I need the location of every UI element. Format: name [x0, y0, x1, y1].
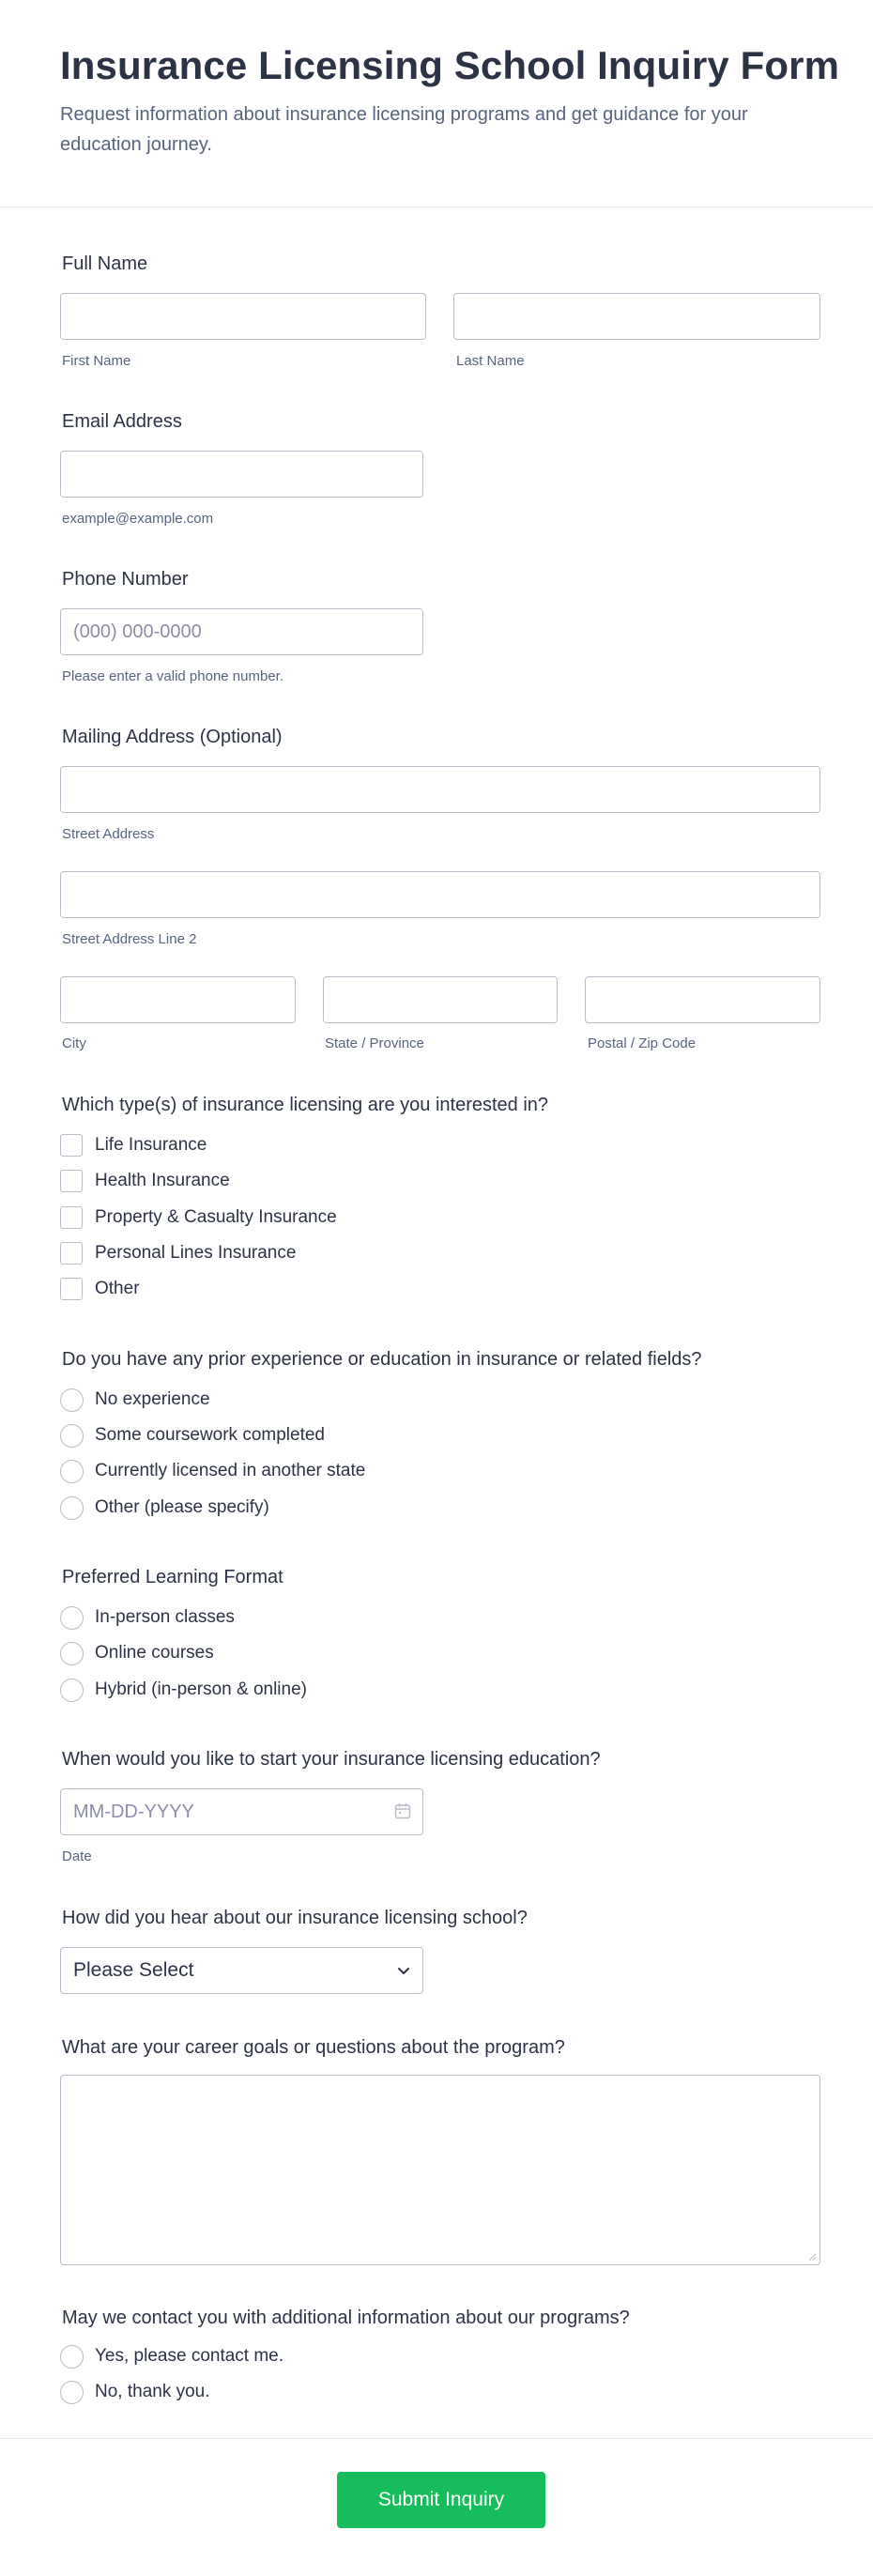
state-sublabel: State / Province [325, 1035, 424, 1051]
radio-button[interactable] [60, 1424, 84, 1448]
phone-placeholder: (000) 000-0000 [73, 621, 202, 642]
date-input[interactable] [60, 1788, 423, 1835]
first-name-input[interactable] [60, 293, 426, 340]
radio-label: Currently licensed in another state [95, 1461, 366, 1480]
form-header [0, 0, 873, 207]
learning-format-question: Preferred Learning Format [62, 1567, 283, 1587]
radio-label: Some coursework completed [95, 1425, 325, 1445]
email-sublabel: example@example.com [62, 511, 214, 527]
radio-label: No experience [95, 1389, 210, 1409]
referral-selected-value: Please Select [73, 1959, 194, 1981]
checkbox[interactable] [60, 1206, 83, 1229]
phone-sublabel: Please enter a valid phone number. [62, 668, 283, 684]
referral-select[interactable] [60, 1947, 423, 1994]
checkbox-label: Life Insurance [95, 1135, 207, 1155]
radio-button[interactable] [60, 2345, 84, 2369]
radio-button[interactable] [60, 1642, 84, 1665]
calendar-icon[interactable] [394, 1802, 411, 1819]
submit-button[interactable]: Submit Inquiry [337, 2472, 545, 2528]
address-label: Mailing Address (Optional) [62, 727, 283, 747]
chevron-down-icon [396, 1963, 411, 1978]
phone-label: Phone Number [62, 569, 189, 590]
contact-question: May we contact you with additional information about our programs? [62, 2308, 630, 2328]
radio-label: No, thank you. [95, 2382, 210, 2401]
street-address-line2-sublabel: Street Address Line 2 [62, 931, 197, 947]
city-sublabel: City [62, 1035, 86, 1051]
date-placeholder: MM-DD-YYYY [73, 1802, 194, 1822]
last-name-sublabel: Last Name [456, 353, 525, 369]
checkbox[interactable] [60, 1242, 83, 1265]
city-input[interactable] [60, 976, 296, 1023]
goals-question: What are your career goals or questions about the program? [62, 2037, 565, 2058]
radio-button[interactable] [60, 1496, 84, 1520]
checkbox-label: Other [95, 1279, 140, 1298]
form-title: Insurance Licensing School Inquiry Form [60, 43, 840, 87]
checkbox[interactable] [60, 1170, 83, 1192]
radio-button[interactable] [60, 1679, 84, 1702]
radio-label: Other (please specify) [95, 1497, 269, 1517]
checkbox[interactable] [60, 1278, 83, 1300]
license-types-question: Which type(s) of insurance licensing are you interested in? [62, 1095, 549, 1115]
start-date-question: When would you like to start your insurance licensing education? [62, 1749, 601, 1770]
checkbox-label: Property & Casualty Insurance [95, 1207, 337, 1227]
phone-input[interactable] [60, 608, 423, 655]
resize-handle-icon[interactable] [807, 2252, 817, 2262]
street-address-sublabel: Street Address [62, 826, 155, 842]
state-input[interactable] [323, 976, 558, 1023]
full-name-label: Full Name [62, 253, 148, 274]
experience-question: Do you have any prior experience or education in insurance or related fields? [62, 1349, 702, 1370]
zip-input[interactable] [585, 976, 820, 1023]
checkbox-label: Health Insurance [95, 1171, 230, 1190]
radio-button[interactable] [60, 1460, 84, 1483]
date-sublabel: Date [62, 1848, 92, 1864]
radio-button[interactable] [60, 1606, 84, 1630]
form-subtitle: Request information about insurance licensing programs and get guidance for your education journey. [60, 104, 748, 155]
goals-textarea[interactable] [60, 2075, 820, 2265]
referral-question: How did you hear about our insurance licensing school? [62, 1908, 528, 1928]
zip-sublabel: Postal / Zip Code [588, 1035, 697, 1051]
email-label: Email Address [62, 411, 182, 432]
radio-label: Hybrid (in-person & online) [95, 1679, 307, 1699]
radio-label: Yes, please contact me. [95, 2346, 284, 2366]
radio-button[interactable] [60, 1388, 84, 1412]
checkbox-label: Personal Lines Insurance [95, 1243, 297, 1263]
checkbox[interactable] [60, 1134, 83, 1157]
radio-button[interactable] [60, 2381, 84, 2404]
street-address-line2-input[interactable] [60, 871, 820, 918]
first-name-sublabel: First Name [62, 353, 131, 369]
last-name-input[interactable] [453, 293, 820, 340]
email-input[interactable] [60, 451, 423, 498]
footer-divider [0, 2438, 873, 2439]
radio-label: In-person classes [95, 1607, 235, 1627]
radio-label: Online courses [95, 1643, 214, 1663]
street-address-input[interactable] [60, 766, 820, 813]
